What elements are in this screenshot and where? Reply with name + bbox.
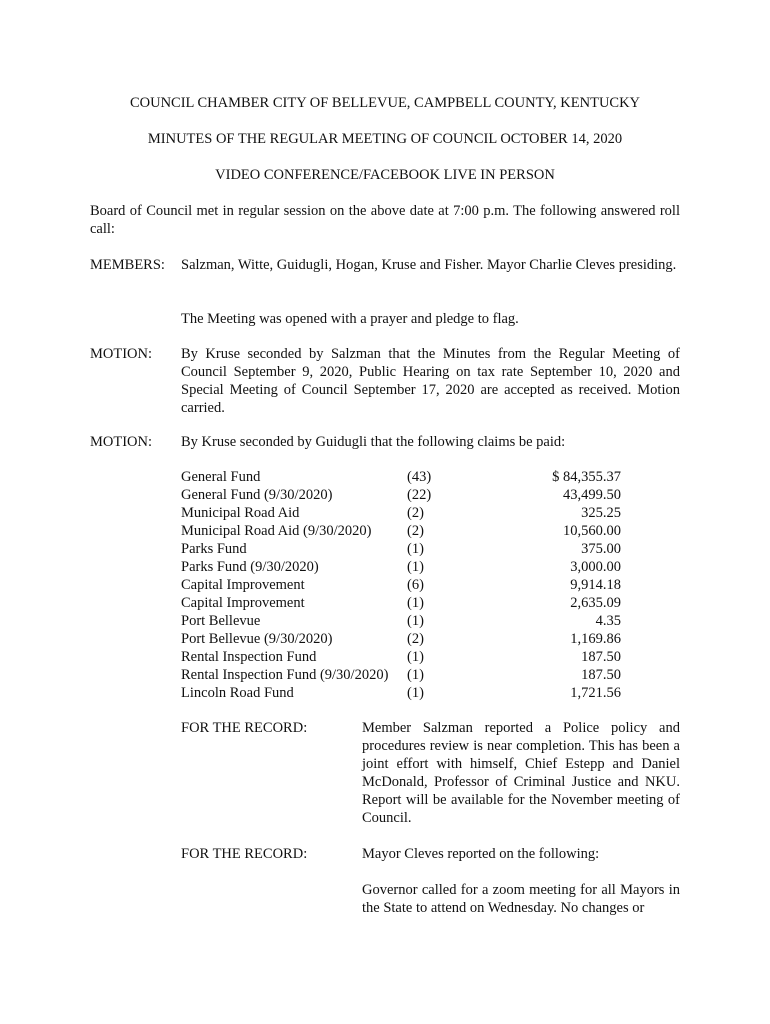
claim-fund: Rental Inspection Fund (9/30/2020) [181,667,389,683]
record-label: FOR THE RECORD: [181,846,308,862]
claim-count: (2) [407,505,424,521]
claim-count: (22) [407,487,432,503]
header-location: VIDEO CONFERENCE/FACEBOOK LIVE IN PERSON [215,167,555,183]
claim-fund: Capital Improvement [181,577,305,593]
claim-amount: 187.50 [581,649,621,665]
header-title: COUNCIL CHAMBER CITY OF BELLEVUE, CAMPBELL COUNTY, KENTUCKY [129,95,641,111]
claim-amount: 43,499.50 [563,487,621,503]
claim-count: (1) [407,595,424,611]
motion-label: MOTION: [90,346,153,362]
claim-row [181,504,621,522]
claim-row [181,486,621,504]
claim-fund: Parks Fund (9/30/2020) [181,559,319,575]
opening-text: The Meeting was opened with a prayer and pledge to flag. [181,311,519,327]
members-text: Salzman, Witte, Guidugli, Hogan, Kruse and Fisher. Mayor Charlie Cleves presiding. [181,257,677,273]
claim-amount: 1,721.56 [570,685,621,701]
claim-amount: 1,169.86 [570,631,621,647]
claim-amount: 187.50 [581,667,621,683]
claim-amount: 4.35 [595,613,621,629]
claim-row [181,684,621,702]
record-governor-text: Governor called for a zoom meeting for all Mayors in the State to attend on Wednesday. No changes or [362,882,680,916]
claim-row [181,630,621,648]
claim-amount: 2,635.09 [570,595,621,611]
motion-label: MOTION: [90,434,153,450]
claim-count: (1) [407,667,424,683]
claim-count: (1) [407,613,424,629]
record-mayor-text: Mayor Cleves reported on the following: [362,846,600,862]
claim-fund: Parks Fund [181,541,247,557]
claim-amount: 375.00 [581,541,621,557]
claim-amount: 9,914.18 [570,577,621,593]
claim-count: (2) [407,631,424,647]
claim-count: (43) [407,469,432,485]
claim-amount: 325.25 [581,505,621,521]
claim-row [181,648,621,666]
claim-fund: General Fund (9/30/2020) [181,487,333,503]
claim-row [181,612,621,630]
record-police-text: Member Salzman reported a Police policy and procedures review is near completion. This has been a joint effort with himself, Chief Estepp and Daniel McDonald, Professor of Criminal Justice and NKU. Report will be available for the November meeting of Council. [362,720,680,826]
claim-amount: $ 84,355.37 [552,469,621,485]
claim-row [181,468,621,486]
claim-fund: Port Bellevue [181,613,261,629]
claim-fund: Municipal Road Aid [181,505,300,521]
record-label: FOR THE RECORD: [181,720,308,736]
intro-paragraph: Board of Council met in regular session on the above date at 7:00 p.m. The following answered roll call: [90,203,680,237]
claim-row [181,558,621,576]
claim-amount: 10,560.00 [563,523,621,539]
members-label: MEMBERS: [90,257,165,273]
claim-row [181,576,621,594]
header-meeting: MINUTES OF THE REGULAR MEETING OF COUNCIL OCTOBER 14, 2020 [147,131,623,147]
claim-count: (6) [407,577,424,593]
claim-count: (1) [407,649,424,665]
claim-count: (2) [407,523,424,539]
motion-minutes-text: By Kruse seconded by Salzman that the Minutes from the Regular Meeting of Council September 9, 2020, Public Hearing on tax rate September 10, 2020 and Special Meeting of Council September 17, 2020 are accepted as received. Motion carried. [181,346,680,416]
claim-count: (1) [407,559,424,575]
claim-fund: Lincoln Road Fund [181,685,294,701]
claim-row [181,522,621,540]
claim-count: (1) [407,685,424,701]
claim-count: (1) [407,541,424,557]
claim-fund: Rental Inspection Fund [181,649,317,665]
claim-row [181,540,621,558]
motion-claims-text: By Kruse seconded by Guidugli that the following claims be paid: [181,434,566,450]
claim-fund: General Fund [181,469,261,485]
claim-fund: Capital Improvement [181,595,305,611]
claim-amount: 3,000.00 [570,559,621,575]
claims-table [181,468,621,702]
claim-row [181,666,621,684]
claim-fund: Port Bellevue (9/30/2020) [181,631,333,647]
claim-fund: Municipal Road Aid (9/30/2020) [181,523,372,539]
claim-row [181,594,621,612]
